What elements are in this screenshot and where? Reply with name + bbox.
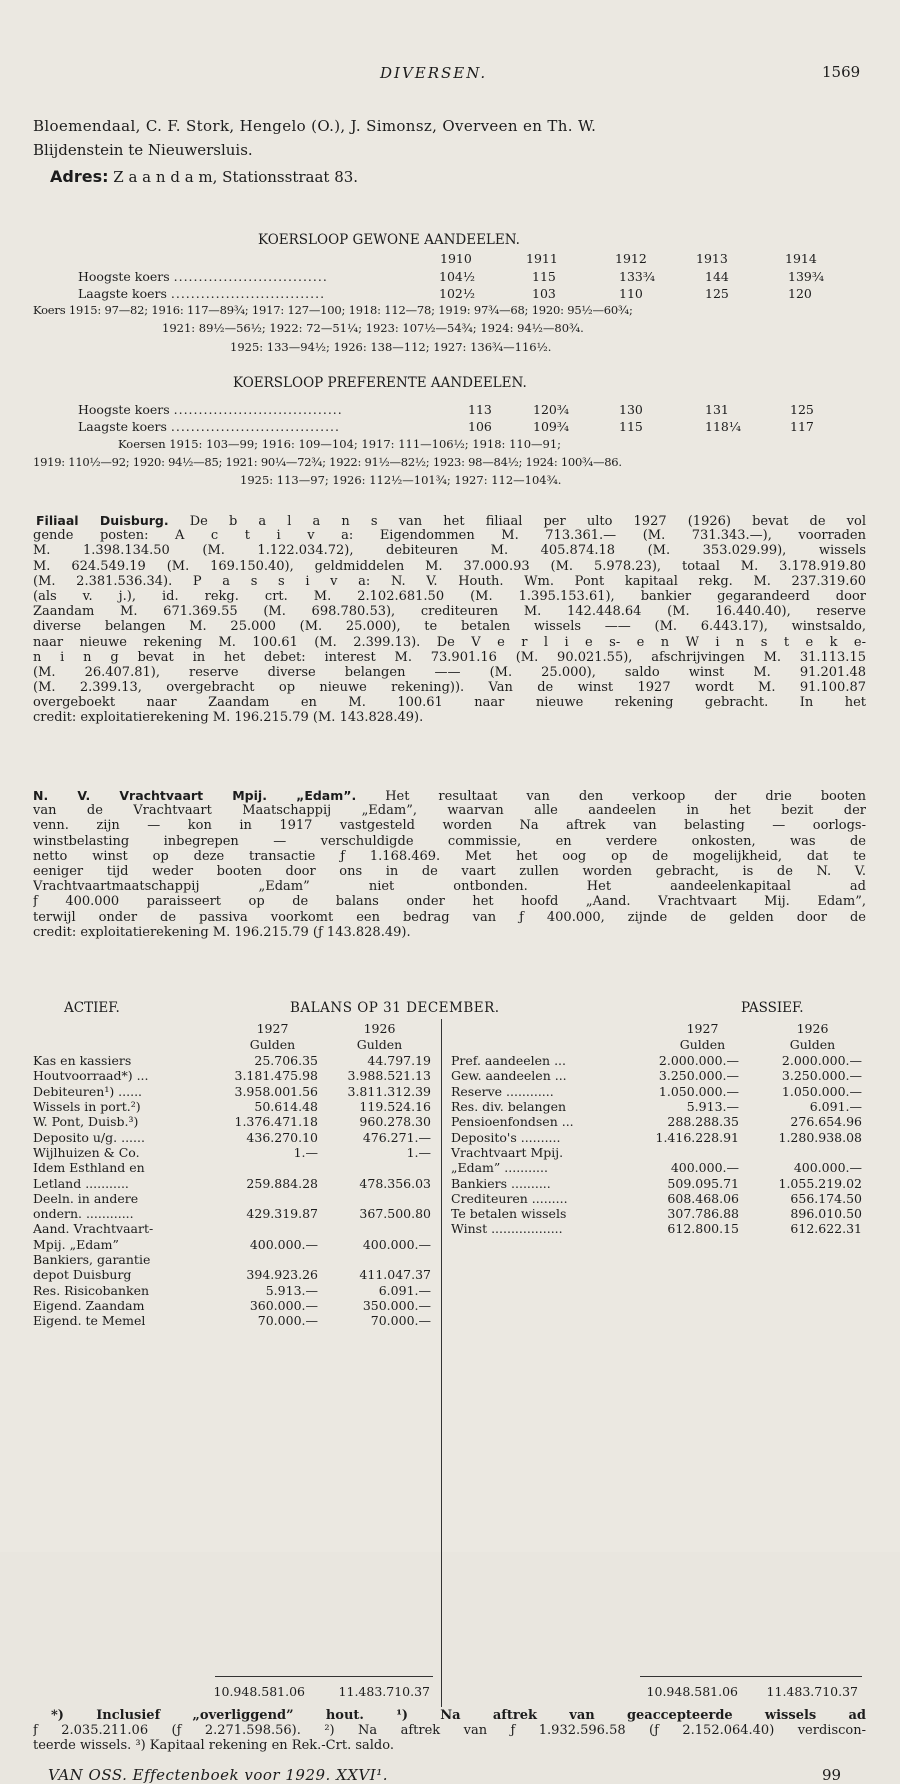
- actief-value-1927: 360.000.—: [249, 1297, 318, 1313]
- actief-value-1926: 367.500.80: [359, 1206, 431, 1222]
- passief-value-1926: 6.091.—: [809, 1099, 862, 1115]
- filiaal-line-8: diverse belangen M. 25.000 (M. 25.000), te betalen wissels —— (M. 6.443.17), winstsaldo,: [33, 619, 866, 635]
- filiaal-line-5: (M. 2.381.536.34). P a s s i v a: N. V. Houth. Wm. Pont kapitaal rekg. M. 237.319.60: [33, 573, 866, 589]
- preferred-high-row: Hoogste koers .................................. 113 120¾ 130 131 125: [78, 402, 814, 417]
- actief-row: [33, 1252, 431, 1267]
- balance-title: BALANS OP 31 DECEMBER.: [290, 1000, 500, 1016]
- actief-row: [33, 1145, 431, 1160]
- preferred-low-row: Laagste koers .................................. 106 109¾ 115 118¼ 117: [78, 419, 814, 434]
- actief-label: Wissels in port.²): [33, 1099, 141, 1115]
- vracht-line-6: eeniger tijd weder booten door ons in de vaart zullen worden gebracht, is de N. V.: [33, 863, 866, 879]
- filiaal-line-2: gende posten: A c t i v a: Eigendommen M. 713.361.— (M. 731.343.—), voorraden: [33, 528, 866, 544]
- actief-row: [33, 1160, 431, 1175]
- actief-table: [33, 1053, 431, 1328]
- year-1913: 1913: [696, 251, 728, 266]
- passief-total-rule: [640, 1676, 862, 1677]
- actief-row: [33, 1267, 431, 1282]
- actief-value-1926: 400.000.—: [362, 1236, 431, 1252]
- passief-row: [451, 1053, 862, 1068]
- filiaal-line-6: (als v. j.), id. rekg. crt. M. 2.102.681.50 (M. 1.395.153.61), bankier gegarandeerd door: [33, 588, 866, 604]
- passief-row: [451, 1114, 862, 1129]
- actief-label: ondern. ............: [33, 1206, 134, 1222]
- address-label: Adres:: [50, 167, 109, 186]
- passief-value-1926: 1.055.219.02: [778, 1175, 862, 1191]
- actief-row: [33, 1313, 431, 1328]
- actief-label: Eigend. Zaandam: [33, 1297, 145, 1313]
- passief-total-1927: 10.948.581.06: [646, 1684, 738, 1699]
- actief-total-rule: [215, 1676, 433, 1677]
- actief-value-1927: 429.319.87: [246, 1206, 318, 1222]
- actief-label: Houtvoorraad*) ...: [33, 1068, 149, 1084]
- pref-high-1914: 125: [790, 402, 814, 417]
- actief-total-1927: 10.948.581.06: [213, 1684, 305, 1699]
- passief-value-1926: [739, 1145, 862, 1160]
- low-1910: 102½: [439, 286, 475, 301]
- actief-total-1926: 11.483.710.37: [338, 1684, 430, 1699]
- vracht-lead: N. V. Vrachtvaart Mpij. „Edam”.: [33, 788, 357, 803]
- passief-value-1927: 5.913.—: [686, 1099, 739, 1115]
- ordinary-high-row: Hoogste koers ............................... 104½ 115 133¾ 144 139¾: [78, 269, 824, 284]
- vracht-line-9: terwijl onder de passiva voorkomt een bedrag van ƒ 400.000, zijnde de gelden door de: [33, 909, 866, 925]
- footer-source: VAN OSS. Effectenboek voor 1929. XXVI¹.: [48, 1766, 388, 1784]
- vracht-line-1: [33, 788, 866, 803]
- actief-row: [33, 1099, 431, 1114]
- passief-value-1927: 2.000.000.—: [658, 1053, 739, 1069]
- passief-value-1926: 276.654.96: [790, 1114, 862, 1130]
- passief-value-1927: 307.786.88: [667, 1206, 739, 1222]
- actief-value-1926: 3.811.312.39: [347, 1083, 431, 1099]
- passief-label: Pref. aandeelen ...: [451, 1053, 567, 1069]
- low-1913: 125: [705, 286, 729, 301]
- passief-row: [451, 1084, 862, 1099]
- passief-rows: [451, 1053, 862, 1237]
- year-1911: 1911: [526, 251, 558, 266]
- high-1911: 115: [532, 269, 556, 284]
- actief-value-1927: [213, 1191, 318, 1206]
- passief-label: Bankiers ..........: [451, 1175, 551, 1191]
- vracht-line-7: Vrachtvaartmaatschappij „Edam” niet ontbonden. Het aandeelenkapitaal ad: [33, 879, 866, 895]
- actief-label: depot Duisburg: [33, 1267, 132, 1283]
- vracht-line-5: netto winst op deze transactie ƒ 1.168.469. Met het oog op de mogelijkheid, dat te: [33, 848, 866, 864]
- actief-label: Debiteuren¹) ......: [33, 1083, 143, 1099]
- actief-unit-1926: Gulden: [356, 1037, 403, 1052]
- actief-label: Eigend. te Memel: [33, 1313, 146, 1329]
- actief-label: ACTIEF.: [64, 1000, 120, 1016]
- passief-year-1927: 1927: [686, 1021, 719, 1036]
- footer-page: 99: [822, 1766, 842, 1784]
- passief-total-1926: 11.483.710.37: [766, 1684, 858, 1699]
- low-1912: 110: [619, 286, 643, 301]
- high-1914: 139¾: [788, 269, 824, 284]
- address-value: Z a a n d a m, Stationsstraat 83.: [113, 168, 359, 186]
- actief-value-1926: 411.047.37: [359, 1267, 431, 1283]
- intro-line-2: Blijdenstein te Nieuwersluis.: [33, 141, 253, 159]
- filiaal-line-12: (M. 2.399.13, overgebracht op nieuwe rekening)). Van de winst 1927 wordt M. 91.100.87: [33, 680, 866, 696]
- vracht-line-2: van de Vrachtvaart Maatschappij „Edam”, waarvan alle aandeelen in het bezit der: [33, 803, 866, 819]
- actief-row: [33, 1114, 431, 1129]
- actief-row: [33, 1053, 431, 1068]
- vrachtvaart-paragraph: [33, 788, 866, 940]
- passief-value-1926: 2.000.000.—: [781, 1053, 862, 1069]
- actief-label: Bankiers, garantie: [33, 1252, 151, 1267]
- low-1911: 103: [532, 286, 556, 301]
- pref-high-label: Hoogste koers: [78, 402, 170, 417]
- filiaal-line-7: Zaandam M. 671.369.55 (M. 698.780.53), crediteuren M. 142.448.64 (M. 16.440.40), reserve: [33, 604, 866, 620]
- pref-high-1912: 130: [619, 402, 643, 417]
- passief-label: Deposito's ..........: [451, 1129, 561, 1145]
- ordinary-low-row: Laagste koers ............................... 102½ 103 110 125 120: [78, 286, 812, 301]
- vracht-line-8: ƒ 400.000 paraisseert op de balans onder het hoofd „Aand. Vrachtvaart Mij. Edam”,: [33, 894, 866, 910]
- vracht-text-1: Het resultaat van den verkoop der drie booten: [385, 789, 866, 804]
- pref-low-1912: 115: [619, 419, 643, 434]
- actief-label: Aand. Vrachtvaart-: [33, 1221, 154, 1237]
- actief-label: Wijlhuizen & Co.: [33, 1144, 140, 1160]
- passief-value-1927: 608.468.06: [667, 1190, 739, 1206]
- passief-value-1927: 3.250.000.—: [658, 1068, 739, 1084]
- filiaal-line-14: credit: exploitatierekening M. 196.215.79 (M. 143.828.49).: [33, 710, 424, 726]
- preferred-history-3: 1925: 113—97; 1926: 112½—101¾; 1927: 112—104¾.: [240, 473, 562, 487]
- passief-value-1926: 1.280.938.08: [778, 1129, 862, 1145]
- actief-value-1926: 1.—: [406, 1144, 431, 1160]
- passief-row: [451, 1160, 862, 1175]
- ordinary-history-2: 1921: 89½—56½; 1922: 72—51¼; 1923: 107½—54¾; 1924: 94½—80¾.: [162, 321, 584, 335]
- actief-row: [33, 1129, 431, 1144]
- vracht-line-4: winstbelasting inbegrepen — verschuldigde commissie, en verdere onkosten, was de: [33, 833, 866, 849]
- pref-high-1910: 113: [468, 402, 492, 417]
- actief-value-1926: 960.278.30: [359, 1114, 431, 1130]
- actief-value-1927: 400.000.—: [249, 1236, 318, 1252]
- actief-label: Kas en kassiers: [33, 1053, 132, 1069]
- passief-label: Reserve ............: [451, 1083, 554, 1099]
- filiaal-line-4: M. 624.549.19 (M. 169.150.40), geldmiddelen M. 37.000.93 (M. 5.978.23), totaal M. 3.178.919.80: [33, 558, 866, 574]
- page-number: 1569: [822, 63, 861, 81]
- year-1912: 1912: [615, 251, 647, 266]
- preferred-history-1: Koersen 1915: 103—99; 1916: 109—104; 1917: 111—106½; 1918: 110—91;: [118, 437, 562, 451]
- passief-row: [451, 1129, 862, 1144]
- actief-label: Mpij. „Edam”: [33, 1236, 119, 1252]
- passief-label: Gew. aandeelen ...: [451, 1068, 567, 1084]
- actief-row: [33, 1084, 431, 1099]
- preferred-title: KOERSLOOP PREFERENTE AANDEELEN.: [233, 375, 527, 391]
- passief-label: Res. div. belangen: [451, 1099, 567, 1115]
- ordinary-history-1: Koers 1915: 97—82; 1916: 117—89¾; 1917: 127—100; 1918: 112—78; 1919: 97¾—68; 1920: 95½—60¾;: [33, 303, 633, 317]
- passief-label: Pensioenfondsen ...: [451, 1114, 574, 1130]
- actief-value-1926: 3.988.521.13: [347, 1068, 431, 1084]
- actief-value-1927: [213, 1160, 318, 1175]
- passief-value-1926: 896.010.50: [790, 1206, 862, 1222]
- actief-value-1926: 70.000.—: [370, 1313, 431, 1329]
- passief-value-1927: 288.288.35: [667, 1114, 739, 1130]
- pref-low-1914: 117: [790, 419, 814, 434]
- footnote-line-1: *) Inclusief „overliggend” hout. ¹) Na aftrek van geaccepteerde wissels ad: [51, 1708, 866, 1723]
- actief-value-1927: 70.000.—: [257, 1313, 318, 1329]
- ordinary-title: KOERSLOOP GEWONE AANDEELEN.: [258, 232, 520, 248]
- passief-value-1927: 400.000.—: [670, 1160, 739, 1176]
- actief-row: [33, 1206, 431, 1221]
- footnotes: [33, 1708, 866, 1754]
- ordinary-history-3: 1925: 133—94½; 1926: 138—112; 1927: 136¾—116½.: [230, 340, 552, 354]
- passief-label: „Edam” ...........: [451, 1160, 548, 1176]
- actief-unit-1927: Gulden: [249, 1037, 296, 1052]
- filiaal-line-3: M. 1.398.134.50 (M. 1.122.034.72), debiteuren M. 405.874.18 (M. 353.029.99), wissels: [33, 543, 866, 559]
- pref-low-1911: 109¾: [533, 419, 569, 434]
- filiaal-text-1: De b a l a n s van het filiaal per ulto 1927 (1926) bevat de vol: [189, 514, 866, 529]
- passief-row: [451, 1206, 862, 1221]
- passief-table: [451, 1053, 862, 1237]
- passief-row: [451, 1068, 862, 1083]
- footnote-line-3: teerde wissels. ³) Kapitaal rekening en Rek.-Crt. saldo.: [33, 1738, 394, 1754]
- actief-value-1926: 6.091.—: [378, 1282, 431, 1298]
- actief-year-1927: 1927: [256, 1021, 289, 1036]
- pref-high-1913: 131: [705, 402, 729, 417]
- intro-line-1: Bloemendaal, C. F. Stork, Hengelo (O.), J. Simonsz, Overveen en Th. W.: [33, 117, 597, 135]
- actief-value-1927: [213, 1252, 318, 1267]
- passief-unit-1927: Gulden: [679, 1037, 726, 1052]
- filiaal-line-1: [33, 513, 866, 528]
- actief-value-1927: 436.270.10: [246, 1129, 318, 1145]
- address-line: [50, 167, 358, 186]
- high-1913: 144: [705, 269, 729, 284]
- actief-value-1926: [318, 1160, 431, 1175]
- actief-value-1927: 3.181.475.98: [234, 1068, 318, 1084]
- pref-low-1910: 106: [468, 419, 492, 434]
- filiaal-paragraph: [33, 513, 866, 726]
- actief-value-1927: 50.614.48: [254, 1099, 318, 1115]
- actief-year-1926: 1926: [363, 1021, 396, 1036]
- vracht-line-10: credit: exploitatierekening M. 196.215.79 (ƒ 143.828.49).: [33, 924, 411, 940]
- passief-value-1926: 612.622.31: [790, 1221, 862, 1237]
- high-1910: 104½: [439, 269, 475, 284]
- actief-row: [33, 1068, 431, 1083]
- passief-label: PASSIEF.: [741, 1000, 804, 1016]
- passief-value-1927: [631, 1145, 739, 1160]
- actief-value-1926: 119.524.16: [359, 1099, 431, 1115]
- actief-value-1927: 3.958.001.56: [234, 1083, 318, 1099]
- vracht-line-3: venn. zijn — kon in 1917 vastgesteld worden Na aftrek van belasting — oorlogs-: [33, 818, 866, 834]
- actief-row: [33, 1298, 431, 1313]
- passief-row: [451, 1221, 862, 1236]
- year-1914: 1914: [785, 251, 817, 266]
- high-1912: 133¾: [619, 269, 655, 284]
- passief-label: Te betalen wissels: [451, 1206, 567, 1222]
- running-head: DIVERSEN.: [380, 64, 488, 82]
- actief-value-1927: 1.376.471.18: [234, 1114, 318, 1130]
- actief-value-1927: 5.913.—: [265, 1282, 318, 1298]
- year-1910: 1910: [440, 251, 472, 266]
- actief-value-1927: 394.923.26: [246, 1267, 318, 1283]
- actief-value-1926: 44.797.19: [367, 1053, 431, 1069]
- actief-value-1926: 478.356.03: [359, 1175, 431, 1191]
- actief-value-1926: 350.000.—: [362, 1297, 431, 1313]
- actief-label: Deeln. in andere: [33, 1190, 139, 1206]
- actief-value-1927: 1.—: [293, 1144, 318, 1160]
- passief-year-1926: 1926: [796, 1021, 829, 1036]
- high-label: Hoogste koers: [78, 269, 170, 284]
- passief-label: Vrachtvaart Mpij.: [451, 1144, 564, 1160]
- actief-label: Res. Risicobanken: [33, 1282, 150, 1298]
- low-label: Laagste koers: [78, 286, 167, 301]
- passief-row: [451, 1145, 862, 1160]
- passief-value-1926: 656.174.50: [790, 1190, 862, 1206]
- actief-value-1926: [318, 1252, 431, 1267]
- passief-label: Crediteuren .........: [451, 1190, 568, 1206]
- filiaal-line-9: naar nieuwe rekening M. 100.61 (M. 2.399.13). De V e r l i e s- e n W i n s t e k e-: [33, 634, 866, 650]
- passief-value-1926: 1.050.000.—: [781, 1083, 862, 1099]
- passief-row: [451, 1099, 862, 1114]
- filiaal-line-11: (M. 26.407.81), reserve diverse belangen —— (M. 25.000), saldo winst M. 91.201.48: [33, 664, 866, 680]
- actief-row: [33, 1237, 431, 1252]
- footnote-line-2: ƒ 2.035.211.06 (ƒ 2.271.598.56). ²) Na aftrek van ƒ 1.932.596.58 (ƒ 2.152.064.40) verdiscon-: [33, 1723, 866, 1739]
- actief-value-1927: 25.706.35: [254, 1053, 318, 1069]
- actief-value-1927: 259.884.28: [246, 1175, 318, 1191]
- actief-label: W. Pont, Duisb.³): [33, 1114, 139, 1130]
- actief-label: Deposito u/g. ......: [33, 1129, 145, 1145]
- actief-row: [33, 1175, 431, 1190]
- passief-value-1927: 1.050.000.—: [658, 1083, 739, 1099]
- passief-row: [451, 1175, 862, 1190]
- actief-value-1926: [318, 1221, 431, 1236]
- passief-value-1926: 3.250.000.—: [781, 1068, 862, 1084]
- actief-row: [33, 1221, 431, 1236]
- passief-value-1927: 612.800.15: [667, 1221, 739, 1237]
- actief-value-1926: [318, 1191, 431, 1206]
- filiaal-line-10: n i n g bevat in het debet: interest M. 73.901.16 (M. 90.021.55), afschrijvingen M. 31.113.15: [33, 649, 866, 665]
- actief-label: Idem Esthland en: [33, 1160, 145, 1176]
- passief-value-1927: 1.416.228.91: [655, 1129, 739, 1145]
- passief-label: Winst ..................: [451, 1221, 563, 1237]
- pref-low-label: Laagste koers: [78, 419, 167, 434]
- actief-rows: [33, 1053, 431, 1328]
- pref-low-1913: 118¼: [705, 419, 741, 434]
- pref-high-1911: 120¾: [533, 402, 569, 417]
- actief-label: Letland ...........: [33, 1175, 129, 1191]
- filiaal-lead: Filiaal Duisburg.: [36, 513, 169, 528]
- passief-unit-1926: Gulden: [789, 1037, 836, 1052]
- passief-value-1926: 400.000.—: [793, 1160, 862, 1176]
- balance-center-rule: [441, 1019, 442, 1707]
- actief-value-1927: [213, 1221, 318, 1236]
- preferred-history-2: 1919: 110½—92; 1920: 94½—85; 1921: 90¼—72¾; 1922: 91½—82½; 1923: 98—84½; 1924: 100¾—86.: [33, 455, 622, 469]
- passief-value-1927: 509.095.71: [667, 1175, 739, 1191]
- actief-value-1926: 476.271.—: [362, 1129, 431, 1145]
- filiaal-line-13: overgeboekt naar Zaandam en M. 100.61 naar nieuwe rekening gebracht. In het: [33, 695, 866, 711]
- actief-row: [33, 1282, 431, 1297]
- low-1914: 120: [788, 286, 812, 301]
- actief-row: [33, 1191, 431, 1206]
- passief-row: [451, 1191, 862, 1206]
